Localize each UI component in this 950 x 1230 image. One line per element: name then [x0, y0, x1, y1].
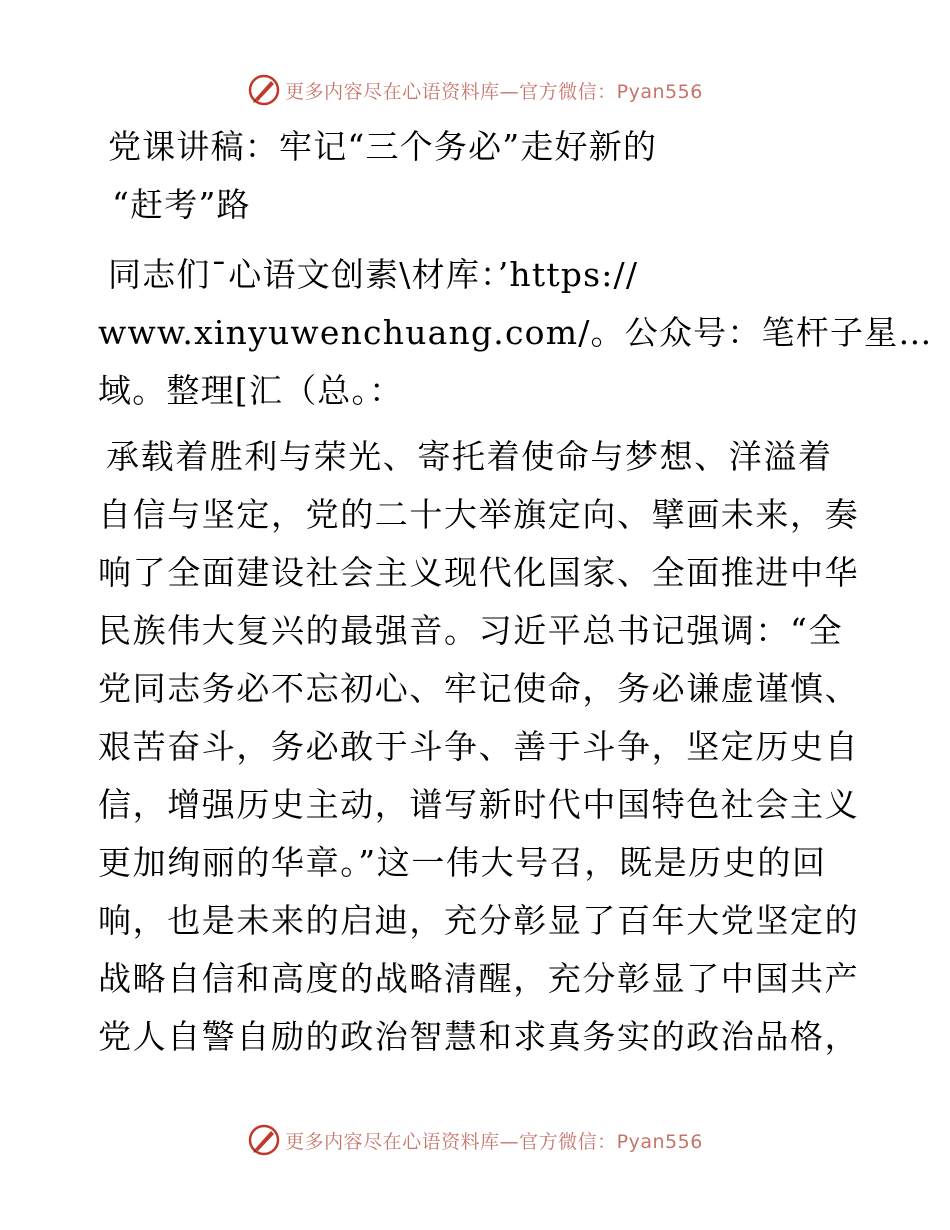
body-paragraph — [98, 428, 858, 1066]
paragraph-line: 战略自信和高度的战略清醒，充分彰显了中国共产 — [98, 959, 860, 998]
pen-circle-logo-icon — [247, 73, 281, 107]
source-note-line: 域。整理[汇（总。： — [98, 371, 404, 410]
document-body — [98, 118, 933, 1066]
source-note — [98, 246, 933, 420]
watermark-text: 更多内容尽在心语资料库—官方微信：Pyan556 — [285, 1130, 703, 1153]
source-note-line: 同志们¯心语文创素\材库：’https:// — [108, 255, 639, 294]
header-watermark-banner — [0, 70, 950, 110]
paragraph-line: 自信与坚定，党的二十大举旗定向、擘画未来，奏 — [98, 495, 860, 534]
paragraph-line: 响，也是未来的启迪，充分彰显了百年大党坚定的 — [98, 901, 860, 940]
paragraph-line: 响了全面建设社会主义现代化国家、全面推进中华 — [98, 553, 860, 592]
document-title-line-2: “赶考”路 — [112, 185, 251, 224]
source-note-line: www.xinyuwenchuang.com/。公众号：笔杆子星… — [98, 313, 933, 352]
paragraph-line: 民族伟大复兴的最强音。习近平总书记强调：“全 — [98, 611, 844, 650]
paragraph-line: 更加绚丽的华章。”这一伟大号召，既是历史的回 — [98, 843, 827, 882]
document-title-line-1: 党课讲稿：牢记“三个务必”走好新的 — [108, 127, 658, 166]
paragraph-line: 艰苦奋斗，务必敢于斗争、善于斗争，坚定历史自 — [98, 727, 860, 766]
paragraph-line: 党同志务必不忘初心、牢记使命，务必谦虚谨慎、 — [98, 669, 860, 708]
watermark-text: 更多内容尽在心语资料库—官方微信：Pyan556 — [285, 80, 703, 103]
paragraph-line: 党人自警自励的政治智慧和求真务实的政治品格， — [98, 1017, 860, 1056]
footer-watermark-banner — [0, 1120, 950, 1160]
paragraph-line: 承载着胜利与荣光、寄托着使命与梦想、洋溢着 — [106, 437, 833, 476]
pen-circle-logo-icon — [247, 1123, 281, 1157]
paragraph-line: 信，增强历史主动，谱写新时代中国特色社会主义 — [98, 785, 860, 824]
